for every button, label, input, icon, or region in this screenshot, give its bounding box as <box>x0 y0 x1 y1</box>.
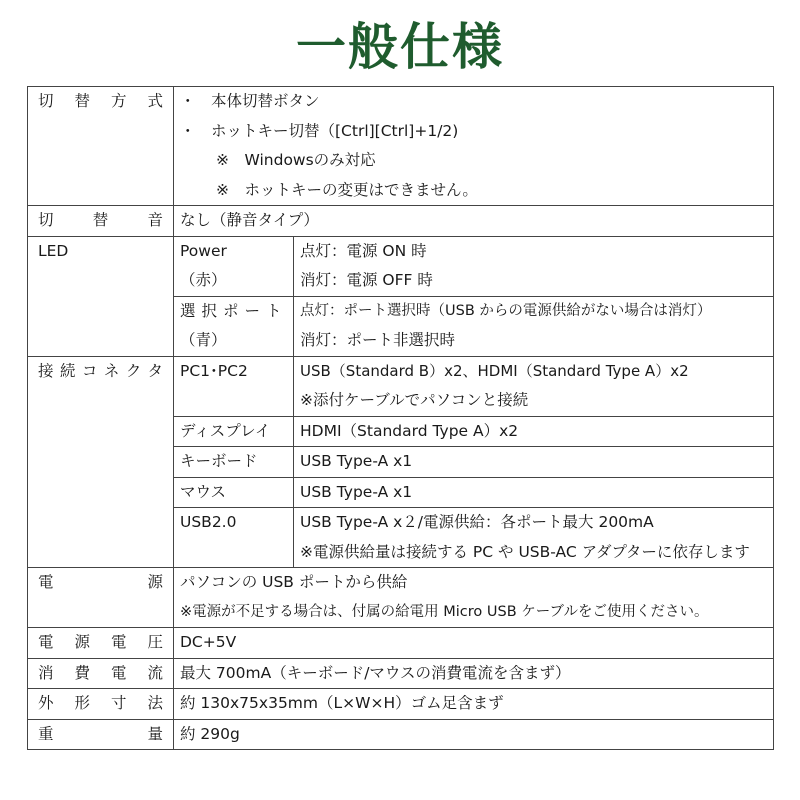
row-current <box>28 658 774 689</box>
row-value: なし（静音タイプ） <box>174 206 774 237</box>
text-line: USB（Standard B）x2、HDMI（Standard Type A）x2 <box>300 361 689 380</box>
row-weight <box>28 719 774 750</box>
spec-table <box>27 86 774 750</box>
text-line: ※添付ケーブルでパソコンと接続 <box>300 391 529 409</box>
row-value: USB Type-A x1 <box>294 447 774 478</box>
text-line: パソコンの USB ポートから供給 <box>180 573 408 591</box>
row-label: 接続コネクタ <box>28 356 174 568</box>
text-line: ※ ホットキーの変更はできません。 <box>216 180 478 199</box>
row-voltage <box>28 628 774 659</box>
sub-label: PC1･PC2 <box>174 356 294 416</box>
row-label: 外形寸法 <box>28 689 174 720</box>
sub-label: USB2.0 <box>174 508 294 568</box>
row-label: LED <box>28 236 174 356</box>
text-line: （赤） <box>180 271 227 289</box>
row-value: DC+5V <box>174 628 774 659</box>
text-line: ※ Windowsのみ対応 <box>216 151 376 169</box>
sub-label: キーボード <box>174 447 294 478</box>
sub-label: マウス <box>174 477 294 508</box>
row-value: HDMI（Standard Type A）x2 <box>294 416 774 447</box>
text-line: 選択ポート <box>180 301 288 320</box>
sub-label <box>174 296 294 356</box>
page-title: 一般仕様 <box>296 18 504 76</box>
text-line: 点灯：電源 ON 時 <box>300 241 427 260</box>
row-value <box>174 87 774 206</box>
text-line: Power <box>180 241 227 260</box>
text-line: ※電源が不足する場合は、付属の給電用 Micro USB ケーブルをご使用ください。 <box>180 603 709 620</box>
text-line: 消灯：ポート非選択時 <box>300 331 456 349</box>
sub-label <box>174 236 294 296</box>
row-value <box>294 296 774 356</box>
row-label: 切替音 <box>28 206 174 237</box>
row-led-power <box>28 236 774 296</box>
row-connector-pc <box>28 356 774 416</box>
row-value <box>174 568 774 628</box>
row-power <box>28 568 774 628</box>
row-value: 約 130x75x35mm（L×W×H）ゴム足含まず <box>174 689 774 720</box>
row-value <box>294 356 774 416</box>
row-switching-method <box>28 87 774 206</box>
text-line: ・ 本体切替ボタン <box>180 92 320 110</box>
text-line: 点灯：ポート選択時（USB からの電源供給がない場合は消灯） <box>300 302 712 319</box>
text-line: ※電源供給量は接続する PC や USB-AC アダプターに依存します <box>300 542 750 561</box>
row-value <box>294 508 774 568</box>
text-line: USB Type-A x２/電源供給：各ポート最大 200mA <box>300 513 654 531</box>
text-line: ・ ホットキー切替（[Ctrl][Ctrl]+1/2) <box>180 121 459 140</box>
row-value: USB Type-A x1 <box>294 477 774 508</box>
row-value: 約 290g <box>174 719 774 750</box>
row-dimensions <box>28 689 774 720</box>
row-label: 電源 <box>28 568 174 628</box>
row-label: 重量 <box>28 719 174 750</box>
row-label: 消費電流 <box>28 658 174 689</box>
row-label: 電源電圧 <box>28 628 174 659</box>
row-switching-sound <box>28 206 774 237</box>
text-line: （青） <box>180 331 227 349</box>
row-value <box>294 236 774 296</box>
sub-label: ディスプレイ <box>174 416 294 447</box>
row-value: 最大 700mA（キーボード/マウスの消費電流を含まず） <box>174 658 774 689</box>
text-line: 消灯：電源 OFF 時 <box>300 271 433 289</box>
row-label: 切替方式 <box>28 87 174 206</box>
